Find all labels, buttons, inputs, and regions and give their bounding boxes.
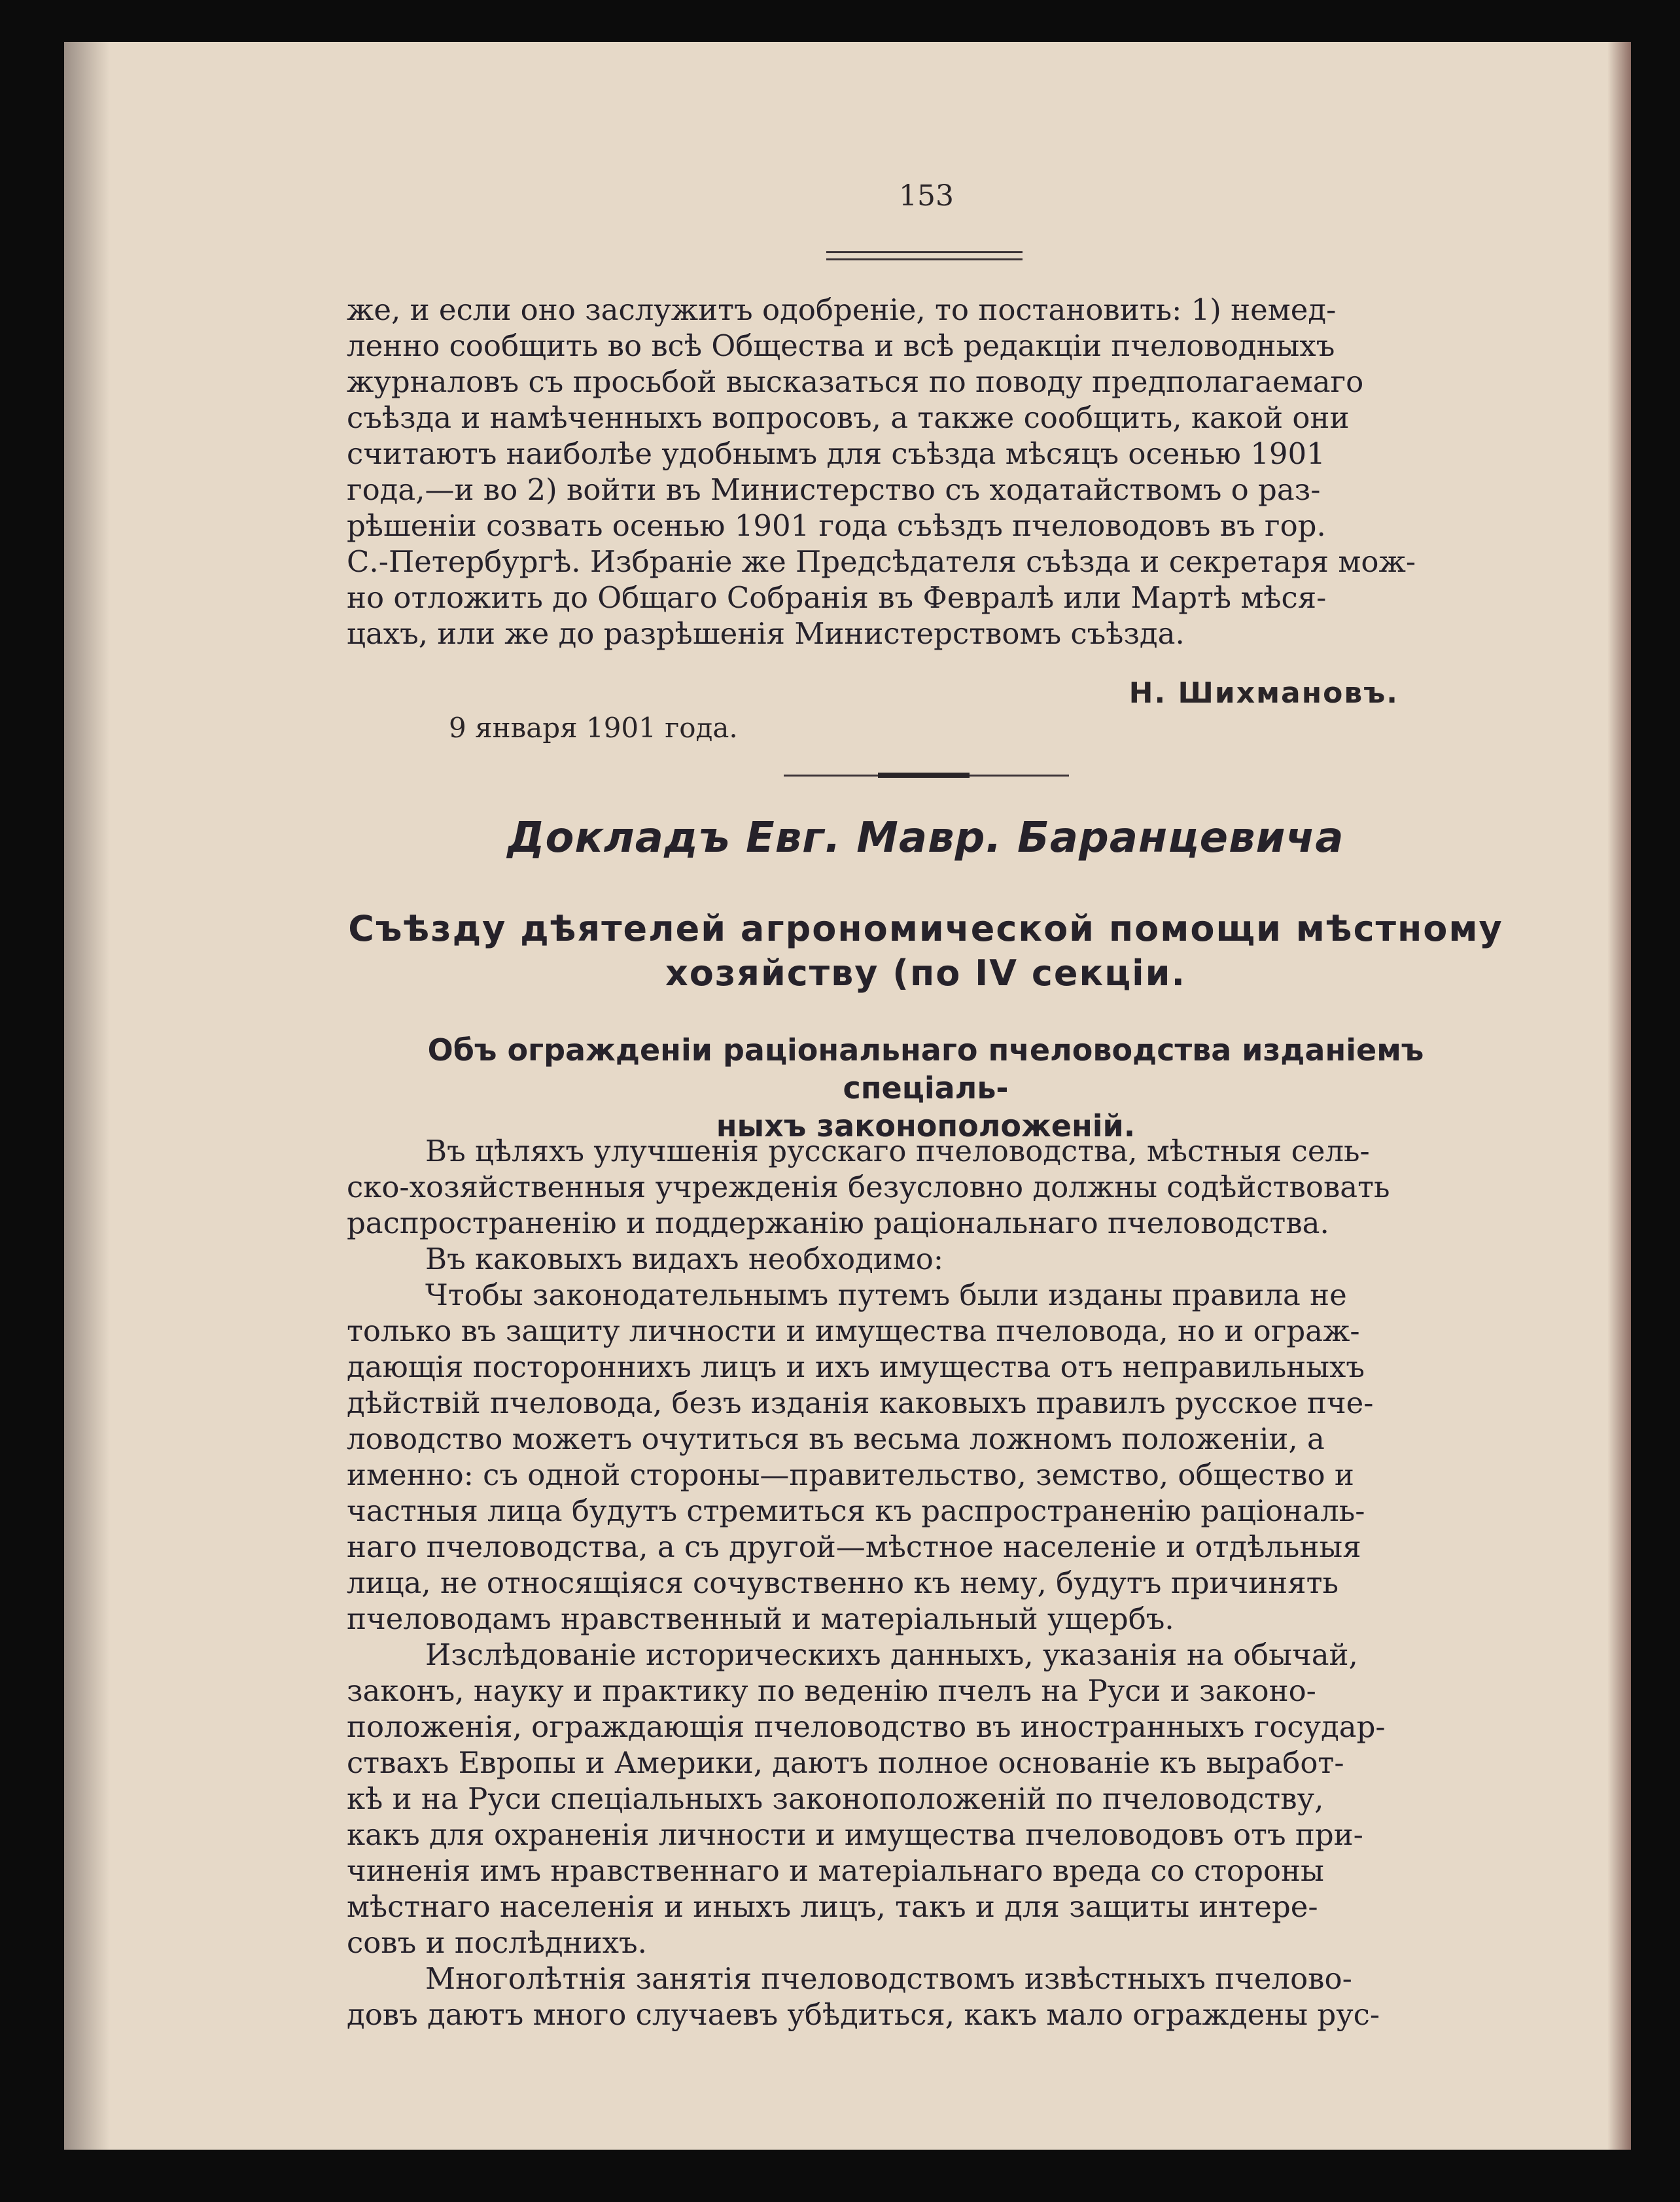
text-line: совъ и послѣднихъ.	[347, 1925, 647, 1960]
text-line: законъ, науку и практику по веденію пчелъ на Руси и законо-	[347, 1673, 1316, 1708]
text-line: ленно сообщить во всѣ Общества и всѣ редакціи пчеловодныхъ	[347, 328, 1335, 363]
page-gutter-shadow	[64, 42, 110, 2150]
text-line: ско-хозяйственныя учрежденія безусловно должны содѣйствовать	[347, 1170, 1390, 1204]
text-line: только въ защиту личности и имущества пчеловода, но и ограж-	[347, 1314, 1360, 1348]
heading-line-2: хозяйству (по IV секціи.	[665, 952, 1187, 994]
page-edge	[1607, 42, 1631, 2150]
text-line: наго пчеловодства, а съ другой—мѣстное населеніе и отдѣльныя	[347, 1529, 1361, 1564]
text-line: Чтобы законодательнымъ путемъ были изданы правила не	[425, 1278, 1347, 1312]
subheading-line-2: ныхъ законоположеній.	[716, 1108, 1136, 1144]
text-line: какъ для охраненія личности и имущества пчеловодовъ отъ при-	[347, 1817, 1363, 1852]
text-line: С.-Петербургѣ. Избраніе же Предсѣдателя съѣзда и секретаря мож-	[347, 544, 1416, 579]
text-line: Изслѣдованіе историческихъ данныхъ, указанія на обычай,	[425, 1637, 1358, 1672]
subheading	[347, 1031, 1505, 1145]
text-line: кѣ и на Руси спеціальныхъ законоположеній по пчеловодству,	[347, 1781, 1324, 1816]
body-text	[347, 1133, 1505, 2033]
text-line: распространенію и поддержанію раціональнаго пчеловодства.	[347, 1206, 1329, 1240]
text-line: именно: съ одной стороны—правительство, земство, общество и	[347, 1458, 1354, 1492]
text-line: ствахъ Европы и Америки, даютъ полное основаніе къ выработ-	[347, 1745, 1344, 1780]
signature: Н. Шихмановъ.	[1129, 676, 1399, 710]
text-line: ловодство можетъ очутиться въ весьма ложномъ положеніи, а	[347, 1422, 1325, 1456]
text-line: но отложить до Общаго Собранія въ Февралѣ или Мартѣ мѣся-	[347, 580, 1327, 615]
text-line: журналовъ съ просьбой высказаться по поводу предполагаемаго	[347, 364, 1364, 399]
section-separator-center	[878, 773, 970, 778]
heading-line-1: Съѣзду дѣятелей агрономической помощи мѣстному	[348, 908, 1503, 949]
text-line: считаютъ наиболѣе удобнымъ для съѣзда мѣсяцъ осенью 1901	[347, 436, 1325, 471]
heading	[347, 907, 1505, 996]
text-line: Въ каковыхъ видахъ необходимо:	[425, 1242, 944, 1276]
text-line: дѣйствій пчеловода, безъ изданія каковыхъ правилъ русское пче-	[347, 1386, 1374, 1420]
text-line: цахъ, или же до разрѣшенія Министерствомъ съѣзда.	[347, 616, 1185, 651]
subheading-line-1: Объ огражденіи раціональнаго пчеловодства изданіемъ спеціаль-	[427, 1032, 1424, 1106]
page-number-rule	[826, 251, 1023, 260]
text-line: мѣстнаго населенія и иныхъ лицъ, такъ и для защиты интере-	[347, 1889, 1318, 1924]
text-line: Многолѣтнія занятія пчеловодствомъ извѣстныхъ пчелово-	[425, 1961, 1352, 1996]
text-line: же, и если оно заслужитъ одобреніе, то постановить: 1) немед-	[347, 292, 1337, 327]
report-title: Докладъ Евг. Мавр. Баранцевича	[507, 814, 1344, 862]
text-line: довъ даютъ много случаевъ убѣдиться, какъ мало ограждены рус-	[347, 1997, 1380, 2032]
text-line: чиненія имъ нравственнаго и матеріальнаго вреда со стороны	[347, 1853, 1324, 1888]
text-line: пчеловодамъ нравственный и матеріальный ущербъ.	[347, 1601, 1174, 1636]
text-line: лица, не относящіяся сочувственно къ нему, будутъ причинять	[347, 1565, 1339, 1600]
book-page	[64, 42, 1631, 2150]
date: 9 января 1901 года.	[449, 712, 738, 744]
top-paragraph	[347, 292, 1505, 652]
page-number: 153	[899, 179, 954, 213]
text-line: положенія, ограждающія пчеловодство въ иностранныхъ государ-	[347, 1709, 1386, 1744]
text-line: съѣзда и намѣченныхъ вопросовъ, а также сообщить, какой они	[347, 400, 1350, 435]
text-line: рѣшеніи созвать осенью 1901 года съѣздъ пчеловодовъ въ гор.	[347, 508, 1326, 543]
text-line: Въ цѣляхъ улучшенія русскаго пчеловодства, мѣстныя сель-	[425, 1134, 1370, 1168]
text-line: дающія постороннихъ лицъ и ихъ имущества отъ неправильныхъ	[347, 1350, 1365, 1384]
text-line: частныя лица будутъ стремиться къ распространенію раціональ-	[347, 1494, 1365, 1528]
text-line: года,—и во 2) войти въ Министерство съ ходатайствомъ о раз-	[347, 472, 1321, 507]
